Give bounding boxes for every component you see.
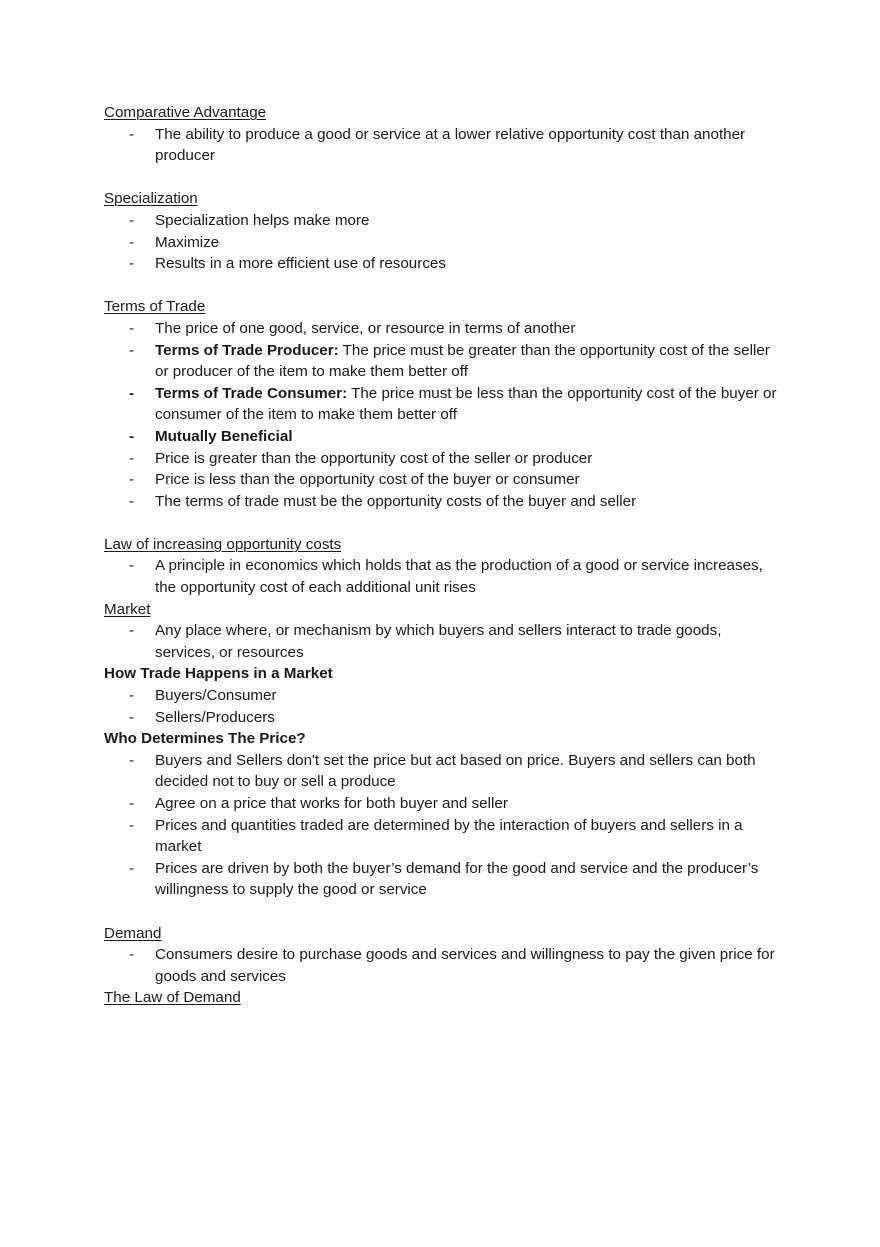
- item-text: A principle in economics which holds that as the production of a good or service increases, the opportunity cost of each additional unit rises: [155, 557, 763, 597]
- item-term: Terms of Trade Producer:: [155, 341, 339, 359]
- dash-bullet: -: [129, 427, 135, 445]
- list-item: [104, 750, 784, 793]
- dash-bullet: -: [129, 384, 135, 402]
- dash-bullet: -: [129, 255, 135, 273]
- item-text: Price is less than the opportunity cost of the buyer or consumer: [155, 471, 580, 489]
- item-text: Buyers/Consumer: [155, 687, 277, 705]
- dash-bullet: -: [129, 751, 135, 769]
- item-text: The price of one good, service, or resource in terms of another: [155, 319, 576, 337]
- section-heading: The Law of Demand: [104, 989, 241, 1007]
- list-item: [104, 469, 784, 491]
- item-text: Sellers/Producers: [155, 708, 275, 726]
- item-text: Maximize: [155, 233, 220, 251]
- blank-line: [104, 512, 784, 534]
- dash-bullet: -: [129, 795, 135, 812]
- dash-bullet: -: [129, 859, 135, 877]
- item-text: The price must be greater than the opportunity cost of the seller or producer of the item to make them better off: [155, 341, 770, 381]
- section-market: [104, 599, 784, 664]
- dash-bullet: -: [129, 557, 135, 575]
- blank-line: [104, 275, 784, 297]
- list-item: [104, 340, 784, 383]
- dash-bullet: -: [129, 449, 135, 467]
- item-text: The terms of trade must be the opportunity costs of the buyer and seller: [155, 492, 637, 510]
- item-text: Buyers and Sellers don't set the price but act based on price. Buyers and sellers can both decided not to buy or sell a produce: [155, 751, 756, 791]
- item-text: Prices and quantities traded are determined by the interaction of buyers and sellers in a market: [155, 816, 743, 856]
- bullet-list: [104, 750, 784, 901]
- list-item: [104, 210, 784, 232]
- list-item: [104, 858, 784, 901]
- item-text: Results in a more efficient use of resources: [155, 255, 446, 273]
- item-text: Prices are driven by both the buyer’s demand for the good and service and the producer’s willingness to supply the good or service: [155, 859, 759, 899]
- list-item: [104, 426, 784, 448]
- section-the-law-of-demand: [104, 987, 784, 1009]
- section-heading: Terms of Trade: [104, 298, 206, 316]
- section-how-trade-happens-in-a-market: [104, 663, 784, 728]
- dash-bullet: -: [129, 125, 135, 143]
- item-text: Agree on a price that works for both buyer and seller: [155, 795, 508, 812]
- list-item: [104, 318, 784, 340]
- item-term: Terms of Trade Consumer:: [155, 384, 348, 402]
- section-heading: Comparative Advantage: [104, 104, 267, 121]
- item-term: Mutually Beneficial: [155, 427, 293, 445]
- list-item: [104, 491, 784, 513]
- dash-bullet: -: [129, 687, 135, 705]
- bullet-list: [104, 124, 784, 167]
- item-text: Specialization helps make more: [155, 211, 370, 229]
- section-heading: Law of increasing opportunity costs: [104, 535, 342, 553]
- dash-bullet: -: [129, 471, 135, 489]
- dash-bullet: -: [129, 708, 135, 726]
- item-text: The price must be less than the opportunity cost of the buyer or consumer of the item to make them better off: [155, 384, 777, 424]
- item-text: The ability to produce a good or service at a lower relative opportunity cost than another producer: [155, 125, 746, 165]
- list-item: [104, 815, 784, 858]
- bullet-list: [104, 685, 784, 728]
- section-specialization: [104, 188, 784, 274]
- section-demand: [104, 923, 784, 988]
- bullet-list: [104, 318, 784, 512]
- list-item: [104, 253, 784, 275]
- section-law-of-increasing-opportunity-costs: [104, 534, 784, 599]
- list-item: [104, 707, 784, 729]
- list-item: [104, 232, 784, 254]
- bullet-list: [104, 620, 784, 663]
- section-heading: How Trade Happens in a Market: [104, 665, 333, 683]
- list-item: [104, 448, 784, 470]
- dash-bullet: -: [129, 211, 135, 229]
- item-text: Any place where, or mechanism by which buyers and sellers interact to trade goods, services, or resources: [155, 622, 722, 661]
- list-item: [104, 620, 784, 663]
- bullet-list: [104, 944, 784, 987]
- blank-line: [104, 901, 784, 923]
- dash-bullet: -: [129, 233, 135, 251]
- list-item: [104, 555, 784, 598]
- bullet-list: [104, 210, 784, 275]
- section-comparative-advantage: [104, 102, 784, 167]
- list-item: [104, 383, 784, 426]
- section-heading: Specialization: [104, 190, 198, 208]
- list-item: [104, 944, 784, 987]
- document-page: [104, 102, 784, 1009]
- list-item: [104, 793, 784, 815]
- item-text: Consumers desire to purchase goods and services and willingness to pay the given price for goods and services: [155, 946, 775, 985]
- dash-bullet: -: [129, 816, 135, 834]
- dash-bullet: -: [129, 622, 135, 640]
- list-item: [104, 685, 784, 707]
- list-item: [104, 124, 784, 167]
- section-terms-of-trade: [104, 296, 784, 512]
- section-heading: Market: [104, 600, 151, 618]
- dash-bullet: -: [129, 946, 135, 964]
- bullet-list: [104, 555, 784, 598]
- dash-bullet: -: [129, 341, 135, 359]
- blank-line: [104, 167, 784, 189]
- dash-bullet: -: [129, 492, 135, 510]
- section-heading: Who Determines The Price?: [104, 730, 306, 748]
- item-text: Price is greater than the opportunity cost of the seller or producer: [155, 449, 593, 467]
- section-who-determines-the-price: [104, 728, 784, 901]
- dash-bullet: -: [129, 319, 135, 337]
- section-heading: Demand: [104, 924, 162, 942]
